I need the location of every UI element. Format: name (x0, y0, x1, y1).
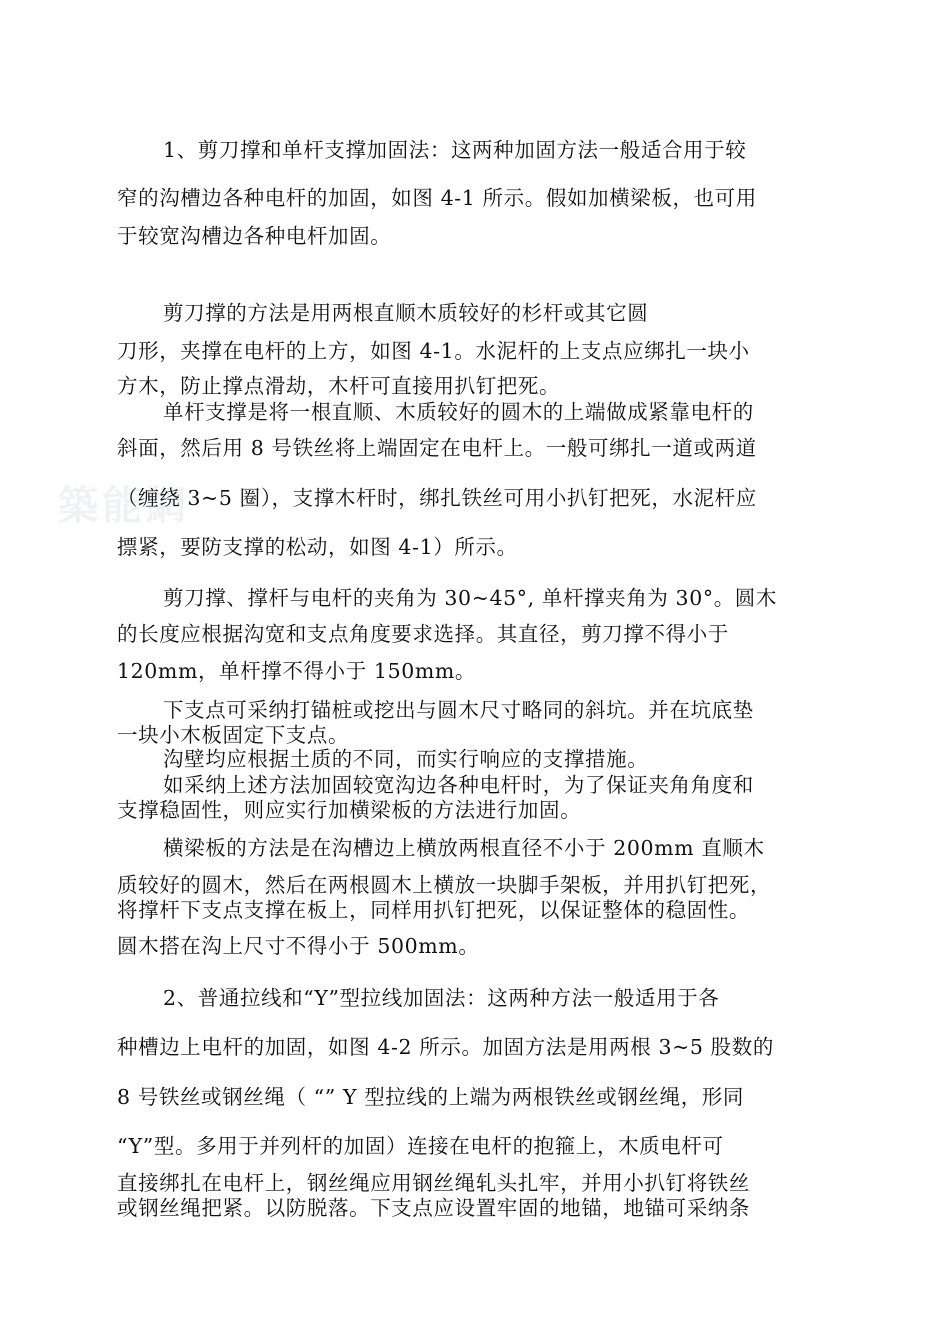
text-line: 摽紧，要防支撑的松动，如图 4-1）所示。 (117, 535, 518, 559)
text-line: 种槽边上电杆的加固，如图 4-2 所示。加固方法是用两根 3~5 股数的 (117, 1035, 774, 1059)
text-line: 方木，防止撑点滑劫，木杆可直接用扒钉把死。 (117, 374, 561, 398)
text-line: 质较好的圆木，然后在两根圆木上横放一块脚手架板，并用扒钉把死， (117, 873, 772, 897)
text-line: “Y”型。多用于并列杆的加固）连接在电杆的抱箍上，木质电杆可 (117, 1134, 724, 1158)
text-line: 将撑杆下支点支撑在板上，同样用扒钉把死，以保证整体的稳固性。 (117, 898, 750, 922)
text-line: 直接绑扎在电杆上，钢丝绳应用钢丝绳轧头扎牢，并用小扒钉将铁丝 (117, 1171, 750, 1195)
text-line: 沟壁均应根据土质的不同，而实行响应的支撑措施。 (163, 747, 649, 771)
text-line: 横梁板的方法是在沟槽边上横放两根直径不小于 200mm 直顺木 (163, 836, 765, 860)
watermark: 築能網 (58, 482, 190, 529)
text-line: 支撑稳固性，则应实行加横梁板的方法进行加固。 (117, 798, 582, 822)
text-line: 120mm，单杆撑不得小于 150mm。 (117, 659, 477, 683)
text-line: 8 号铁丝或钢丝绳（ “” Y 型拉线的上端为两根铁丝或钢丝绳，形同 (117, 1085, 744, 1109)
text-line: 一块小木板固定下支点。 (117, 723, 350, 747)
text-line: 单杆支撑是将一根直顺、木质较好的圆木的上端做成紧靠电杆的 (163, 400, 754, 424)
text-line: 的长度应根据沟宽和支点角度要求选择。其直径，剪刀撑不得小于 (117, 622, 729, 646)
text-line: 如采纳上述方法加固较宽沟边各种电杆时，为了保证夹角角度和 (163, 773, 754, 797)
text-line: 窄的沟槽边各种电杆的加固，如图 4-1 所示。假如加横梁板，也可用 (117, 186, 757, 210)
text-line: （缠绕 3~5 圈），支撑木杆时，绑扎铁丝可用小扒钉把死，水泥杆应 (117, 486, 757, 510)
text-line: 下支点可采纳打锚桩或挖出与圆木尺寸略同的斜坑。并在坑底垫 (163, 698, 754, 722)
text-line: 刀形，夹撑在电杆的上方，如图 4-1。水泥杆的上支点应绑扎一块小 (117, 339, 750, 363)
text-line: 剪刀撑、撑杆与电杆的夹角为 30~45°, 单杆撑夹角为 30°。圆木 (163, 586, 777, 610)
text-line: 2、普通拉线和“Y”型拉线加固法：这两种方法一般适用于各 (163, 986, 720, 1010)
text-line: 于较宽沟槽边各种电杆加固。 (117, 224, 392, 248)
text-line: 圆木搭在沟上尺寸不得小于 500mm。 (117, 934, 480, 958)
text-line: 斜面，然后用 8 号铁丝将上端固定在电杆上。一般可绑扎一道或两道 (117, 436, 757, 460)
text-line: 1、剪刀撑和单杆支撑加固法：这两种加固方法一般适合用于较 (163, 138, 747, 162)
text-line: 剪刀撑的方法是用两根直顺木质较好的杉杆或其它圆 (163, 301, 649, 325)
text-line: 或钢丝绳把紧。以防脱落。下支点应设置牢固的地锚，地锚可采纳条 (117, 1196, 750, 1220)
